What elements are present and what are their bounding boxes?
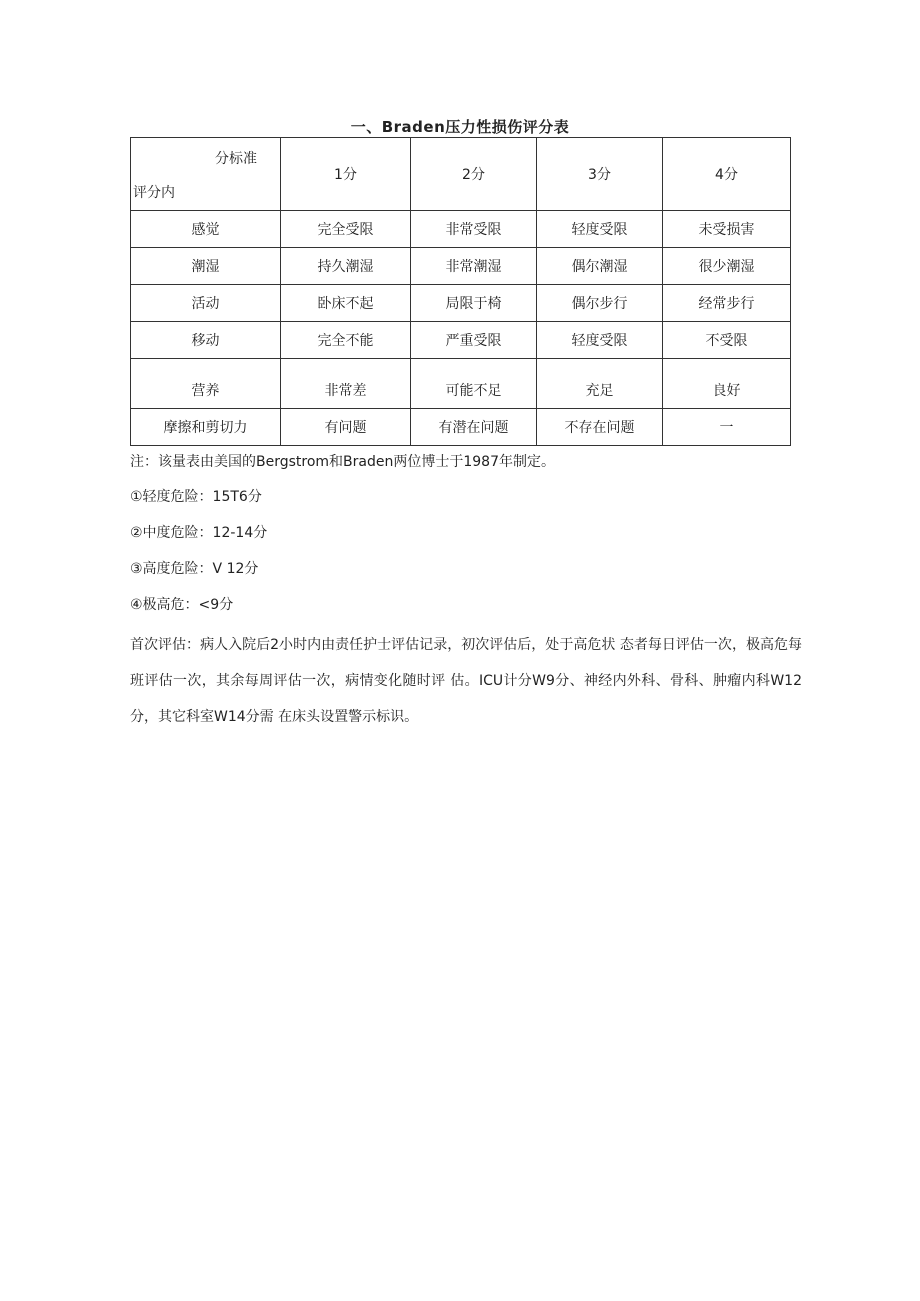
corner-score-standard-label: 分标准 — [215, 151, 257, 167]
cell-score-3: 轻度受限 — [537, 211, 663, 248]
braden-score-table — [130, 137, 791, 446]
cell-score-2: 局限于椅 — [411, 285, 537, 322]
cell-score-4: 经常步行 — [663, 285, 791, 322]
table-row-activity — [131, 285, 791, 322]
row-item: 移动 — [131, 322, 281, 359]
table-row-sensory — [131, 211, 791, 248]
assessment-paragraph: 首次评估：病人入院后2小时内由责任护士评估记录，初次评估后，处于高危状 态者每日评估一次，极高危每班评估一次，其余每周评估一次，病情变化随时评 估。ICU计分W9分、神经内外科、骨科、肿瘤内科W12分，其它科室W14分需 在床头设置警示标识。 — [130, 637, 802, 725]
row-item: 感觉 — [131, 211, 281, 248]
risk-very-high: ④极高危：<9分 — [130, 597, 234, 613]
cell-score-1: 完全不能 — [281, 322, 411, 359]
table-header-row — [131, 138, 791, 211]
cell-score-2: 有潜在问题 — [411, 409, 537, 446]
cell-score-4: 一 — [663, 409, 791, 446]
risk-high: ③高度危险：V 12分 — [130, 561, 259, 577]
row-item: 潮湿 — [131, 248, 281, 285]
row-item: 活动 — [131, 285, 281, 322]
cell-score-3: 轻度受限 — [537, 322, 663, 359]
header-score-4: 4分 — [663, 138, 791, 211]
cell-score-3: 偶尔潮湿 — [537, 248, 663, 285]
cell-score-4: 良好 — [663, 359, 791, 409]
header-score-2: 2分 — [411, 138, 537, 211]
cell-score-2: 非常潮湿 — [411, 248, 537, 285]
cell-score-4: 未受损害 — [663, 211, 791, 248]
cell-score-3: 充足 — [537, 359, 663, 409]
cell-score-2: 严重受限 — [411, 322, 537, 359]
table-row-nutrition — [131, 359, 791, 409]
corner-header-cell — [131, 138, 281, 211]
table-row-mobility — [131, 322, 791, 359]
cell-score-2: 可能不足 — [411, 359, 537, 409]
table-row-friction-shear — [131, 409, 791, 446]
cell-score-4: 很少潮湿 — [663, 248, 791, 285]
cell-score-1: 有问题 — [281, 409, 411, 446]
header-score-3: 3分 — [537, 138, 663, 211]
cell-score-3: 不存在问题 — [537, 409, 663, 446]
cell-score-1: 卧床不起 — [281, 285, 411, 322]
row-item: 摩擦和剪切力 — [131, 409, 281, 446]
cell-score-2: 非常受限 — [411, 211, 537, 248]
note-origin: 注：该量表由美国的Bergstrom和Braden两位博士于1987年制定。 — [130, 454, 555, 470]
header-score-1: 1分 — [281, 138, 411, 211]
cell-score-1: 非常差 — [281, 359, 411, 409]
row-item: 营养 — [131, 359, 281, 409]
cell-score-1: 持久潮湿 — [281, 248, 411, 285]
cell-score-3: 偶尔步行 — [537, 285, 663, 322]
cell-score-1: 完全受限 — [281, 211, 411, 248]
corner-score-item-label: 评分内 — [133, 185, 175, 201]
table-row-moisture — [131, 248, 791, 285]
risk-moderate: ②中度危险：12-14分 — [130, 525, 268, 541]
table-title: 一、Braden压力性损伤评分表 — [350, 118, 570, 136]
cell-score-4: 不受限 — [663, 322, 791, 359]
risk-mild: ①轻度危险：15T6分 — [130, 489, 262, 505]
